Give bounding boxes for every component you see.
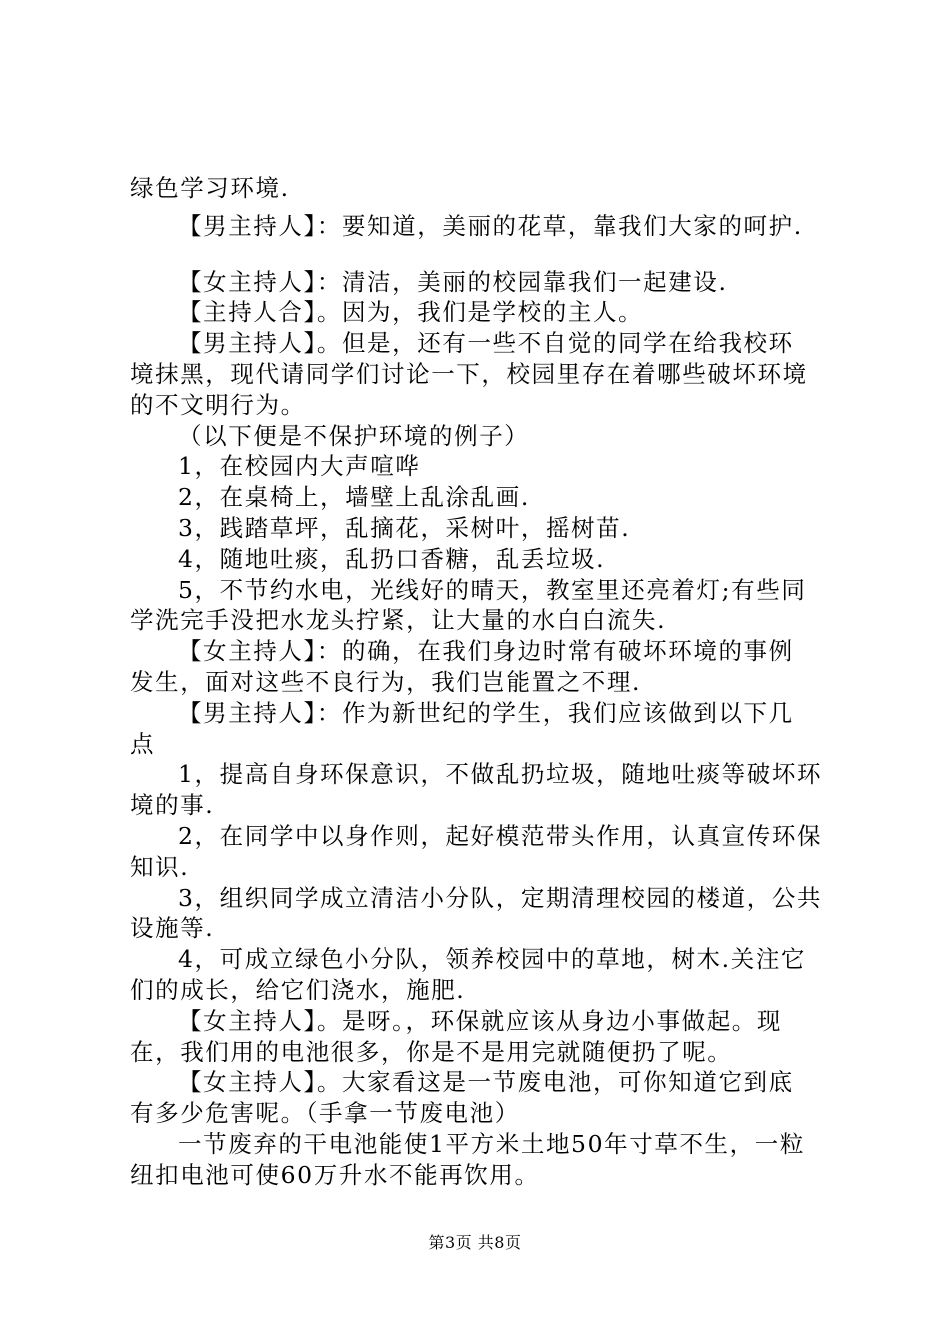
text-line: 点 [130, 730, 156, 758]
text-line: 发生，面对这些不良行为，我们岂能置之不理. [130, 668, 642, 696]
text-line: 1，提高自身环保意识，不做乱扔垃圾，随地吐痰等破坏环 [178, 760, 823, 788]
text-line: 【女主持人】：的确，在我们身边时常有破坏环境的事例 [178, 637, 794, 665]
text-line: 纽扣电池可使60万升水不能再饮用。 [130, 1161, 540, 1189]
text-line: 们的成长，给它们浇水，施肥. [130, 976, 466, 1004]
text-line: 一节废弃的干电池能使1平方米土地50年寸草不生，一粒 [178, 1130, 805, 1158]
text-line: 【男主持人】。但是，还有一些不自觉的同学在给我校环 [178, 329, 794, 357]
text-line: 4，可成立绿色小分队，领养校园中的草地，树木.关注它 [178, 945, 807, 973]
text-line: 【主持人合】。因为，我们是学校的主人。 [178, 298, 644, 326]
text-line: 【女主持人】。大家看这是一节废电池，可你知道它到底 [178, 1068, 794, 1096]
text-line: 设施等. [130, 914, 215, 942]
text-line: 3，组织同学成立清洁小分队，定期清理校园的楼道，公共 [178, 884, 823, 912]
text-line: 2，在同学中以身作则，起好模范带头作用，认真宣传环保 [178, 822, 823, 850]
text-line: 境抹黑，现代请同学们讨论一下，校园里存在着哪些破坏环境 [130, 360, 808, 388]
text-line: 的不文明行为。 [130, 391, 306, 419]
text-line: 3，践踏草坪，乱摘花，采树叶，摇树苗. [178, 514, 631, 542]
text-line: 【男主持人】：要知道，美丽的花草，靠我们大家的呵护. [178, 212, 803, 240]
text-line: 2，在桌椅上，墙壁上乱涂乱画. [178, 483, 530, 511]
text-line: （以下便是不保护环境的例子） [178, 422, 530, 450]
text-line: 【女主持人】：清洁，美丽的校园靠我们一起建设. [178, 268, 728, 296]
text-line: 知识. [130, 853, 190, 881]
text-line: 在，我们用的电池很多，你是不是用完就随便扔了呢。 [130, 1038, 733, 1066]
text-line: 【男主持人】：作为新世纪的学生，我们应该做到以下几 [178, 699, 794, 727]
text-line: 有多少危害呢。（手拿一节废电池） [130, 1099, 520, 1127]
text-line: 境的事. [130, 791, 215, 819]
text-line: 学洗完手没把水龙头拧紧，让大量的水白白流失. [130, 606, 667, 634]
text-line: 【女主持人】。是呀。，环保就应该从身边小事做起。现 [178, 1007, 782, 1035]
text-line: 1，在校园内大声喧哗 [178, 452, 421, 480]
text-line: 4，随地吐痰，乱扔口香糖，乱丢垃圾. [178, 545, 606, 573]
text-line: 绿色学习环境. [130, 174, 290, 202]
text-line: 5，不节约水电，光线好的晴天，教室里还亮着灯;有些同 [178, 576, 807, 604]
page-number-footer: 第3页 共8页 [428, 1233, 522, 1252]
